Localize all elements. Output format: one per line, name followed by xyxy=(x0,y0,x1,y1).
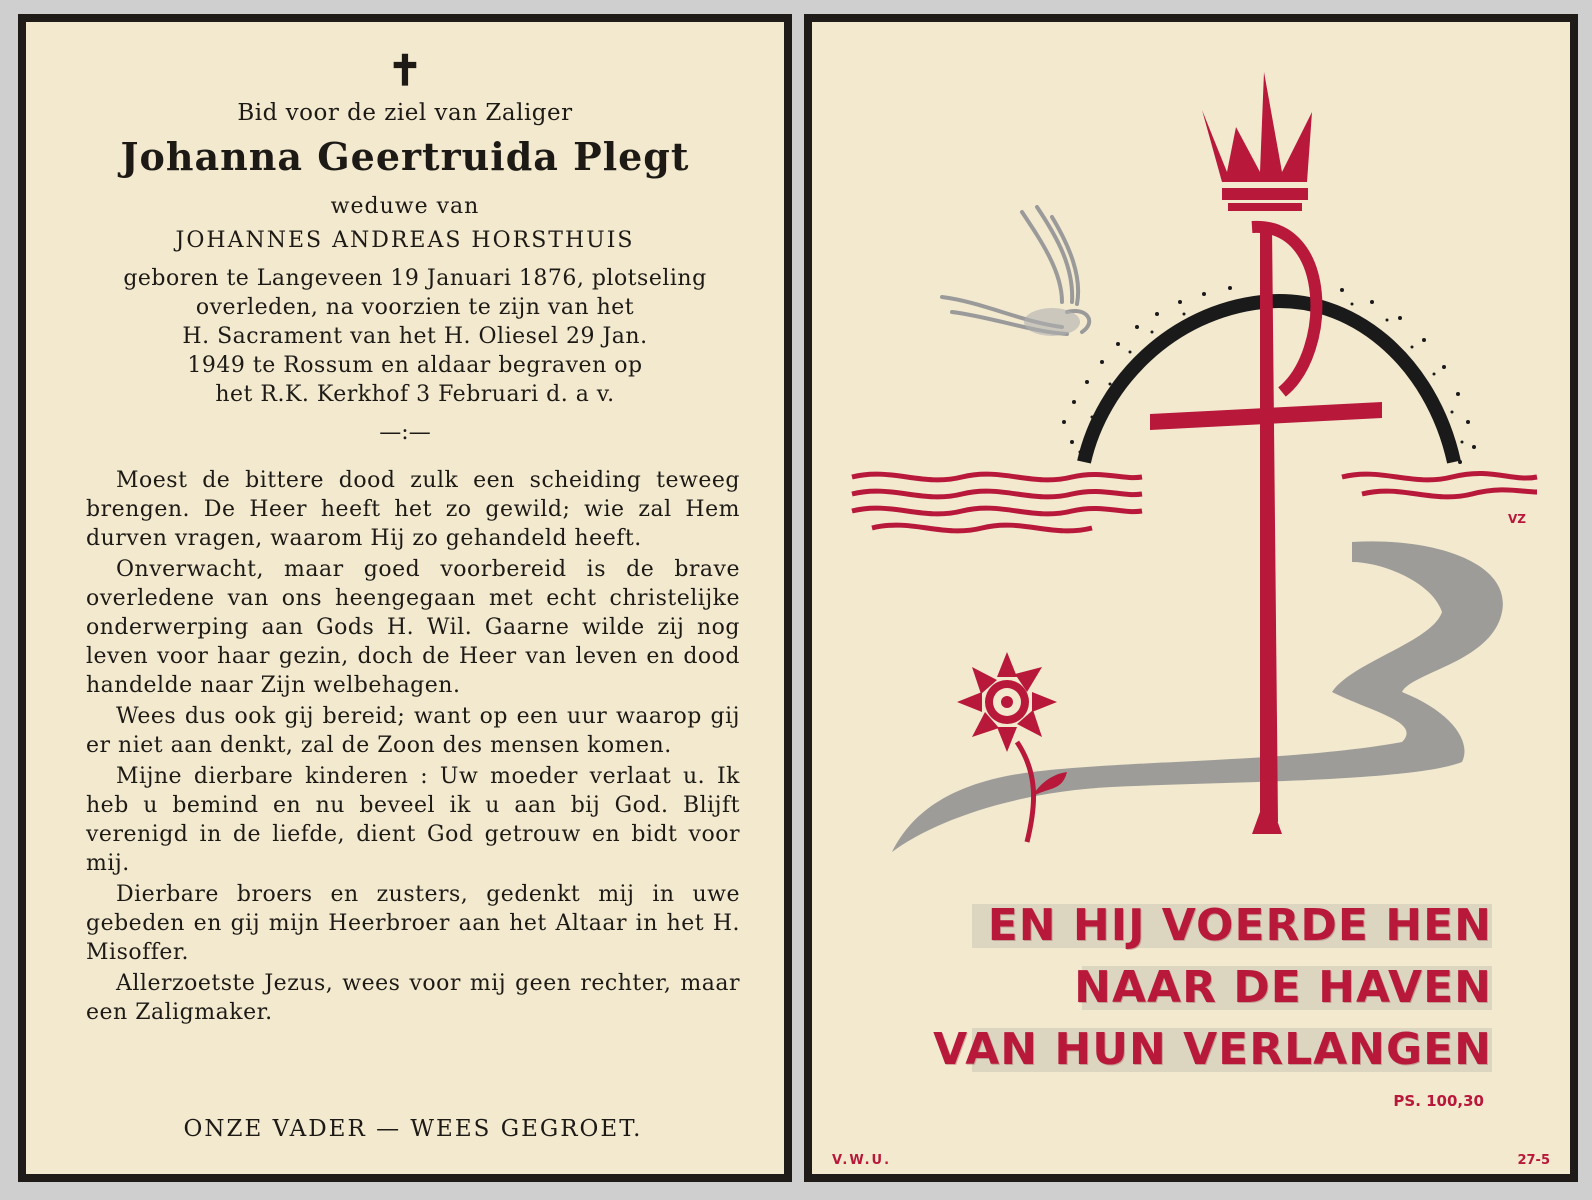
bio-line: overleden, na voorzien te zijn van het xyxy=(195,295,635,320)
biography xyxy=(86,264,744,409)
paragraph: Dierbare broers en zusters, gedenkt mij in uwe gebeden en gij mijn Heerbroer aan het Altaar in het H. Misoffer. xyxy=(86,882,740,965)
bio-line: H. Sacrament van het H. Oliesel 29 Jan. xyxy=(182,324,648,349)
widow-line: weduwe van xyxy=(330,194,480,219)
psalm-reference: PS. 100,30 xyxy=(1393,1092,1484,1110)
printer-mark: V.W.U. xyxy=(832,1153,892,1168)
husband-name: JOHANNES ANDREAS HORSTHUIS xyxy=(175,228,635,253)
paragraph: Mijne dierbare kinderen : Uw moeder verlaat u. Ik heb u bemind en nu beveel ik u aan bij God. Blijft verenigd in de liefde, dient God getrouw en bidt voor mij. xyxy=(86,764,740,876)
intro-line: Bid voor de ziel van Zaliger xyxy=(237,100,573,126)
shadow-wave-shape xyxy=(892,541,1503,852)
waves-left xyxy=(852,474,1142,531)
memorial-card-text-side xyxy=(18,14,792,1182)
waves-right xyxy=(1342,473,1537,496)
verse-line: EN HIJ VOERDE HEN xyxy=(987,900,1492,951)
artist-signature: VZ xyxy=(1508,512,1526,526)
catalog-number: 27-5 xyxy=(1517,1153,1550,1168)
separator: —:— xyxy=(379,420,431,445)
paragraph: Wees dus ook gij bereid; want op een uur waarop gij er niet aan denkt, zal de Zoon des mensen komen. xyxy=(86,704,740,758)
crown-icon xyxy=(1202,72,1312,211)
paragraph: Allerzoetste Jezus, wees voor mij geen rechter, maar een Zaligmaker. xyxy=(86,971,740,1025)
paragraph: Moest de bittere dood zulk een scheiding teweeg brengen. De Heer heeft het zo gewild; wie zal Hem durven vragen, waarom Hij zo gehandeld heeft. xyxy=(86,468,740,551)
flower-icon xyxy=(957,652,1067,842)
verse-line: NAAR DE HAVEN xyxy=(1074,962,1492,1013)
body-text xyxy=(86,466,740,1029)
verse-line: VAN HUN VERLANGEN xyxy=(933,1024,1492,1075)
paragraph: Onverwacht, maar goed voorbereid is de brave overledene van ons heengegaan met echt christelijke onderwerping aan Gods H. Wil. Gaarne wilde zij nog leven voor haar gezin, doch de Heer van leven en dood handelde naar Zijn welbehagen. xyxy=(86,557,740,698)
cross-icon: ✝ xyxy=(387,46,423,95)
deceased-name: Johanna Geertruida Plegt xyxy=(120,134,690,179)
bio-line: 1949 te Rossum en aldaar begraven op xyxy=(187,353,643,378)
bio-line: geboren te Langeveen 19 Januari 1876, plotseling xyxy=(123,266,707,291)
dove-body xyxy=(1024,308,1080,336)
closing-prayer: ONZE VADER — WEES GEGROET. xyxy=(183,1116,643,1142)
card-text-content xyxy=(26,22,784,1174)
bio-line: het R.K. Kerkhof 3 Februari d. a v. xyxy=(215,382,615,407)
memorial-card-image-side xyxy=(804,14,1578,1182)
